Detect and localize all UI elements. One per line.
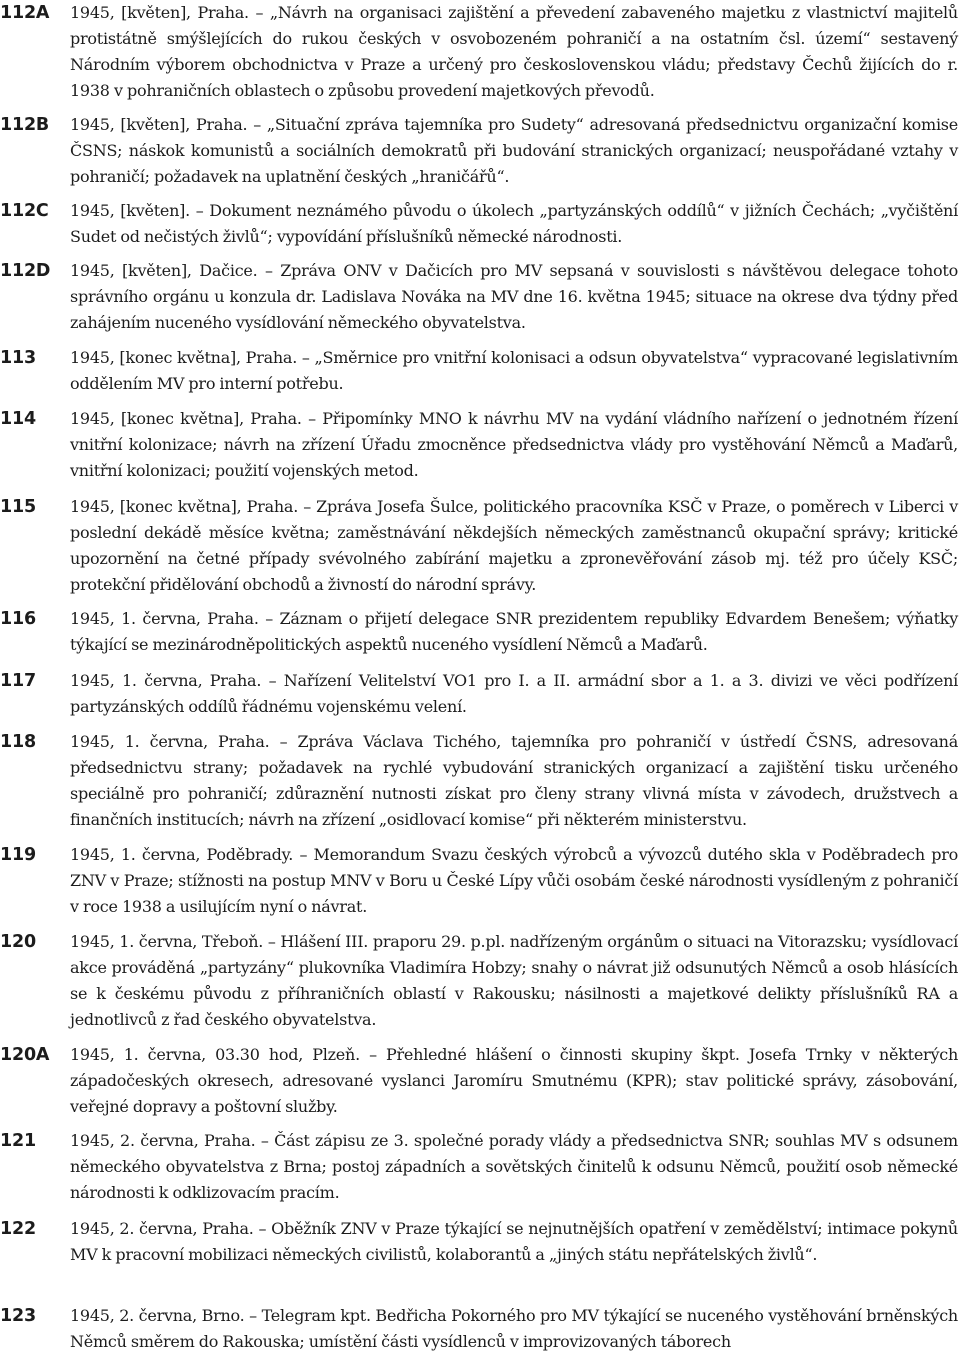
entry-date-place: 1945, 2. června, Brno. [70, 1306, 245, 1325]
entry-number: 122 [0, 1219, 36, 1239]
entry-number: 115 [0, 497, 36, 517]
entry-text: 1945, 1. června, Praha. – Nařízení Velitelství VO1 pro I. a II. armádní sbor a 1. a 3. divizi ve věci podřízení partyzánských oddílů řádnému vojenskému velení. [70, 671, 958, 716]
entry-description: Zpráva Václava Tichého, tajemníka pro pohraničí v ústředí ČSNS, adresovaná předsednictvu strany; požadavek na rychlé vybudování stranických organizací a zajištění tisku určeného speciálně pro pohraničí; zdůraznění nutnosti získat pro členy strany vlivná místa v závodech, družstvech a finančních institucích; návrh na zřízení „osidlovací komise“ při některém ministerstvu. [70, 732, 958, 829]
entry-description: Dokument neznámého původu o úkolech „partyzánských oddílů“ v jižních Čechách; „vyčištění Sudet od nečistých živlů“; vypovídání příslušníků německé národnosti. [70, 201, 958, 246]
entry-description: Záznam o přijetí delegace SNR prezidentem republiky Edvardem Benešem; výňatky týkající se mezinárodněpolitických aspektů nuceného vysídlení Němců a Maďarů. [70, 609, 958, 654]
entry-text: 1945, 2. června, Brno. – Telegram kpt. Bedřicha Pokorného pro MV týkající se nuceného vystěhování brněnských Němců směrem do Rakouska; umístění části vysídlenců v improvizovaných táborech [70, 1306, 958, 1351]
entry-date-place: 1945, 2. června, Praha. [70, 1219, 254, 1238]
entry-date-place: 1945, [konec května], Praha. [70, 497, 299, 516]
entry-date-place: 1945, 2. června, Praha. [70, 1131, 256, 1150]
entry-text: 1945, [květen], Dačice. – Zpráva ONV v Dačicích pro MV sepsaná v souvislosti s návštěvou delegace tohoto správního orgánu u konzula dr. Ladislava Nováka na MV dne 16. května 1945; situace na okrese dva týdny před zahájením nuceného vysídlování německého obyvatelstva. [70, 261, 958, 332]
entry-description: Hlášení III. praporu 29. p.pl. nadřízeným orgánům o situaci na Vitorazsku; vysídlovací akce prováděná „partyzány“ plukovníka Vladimíra Hobzy; snahy o návrat již odsunutých Němců a osob hlásících se k českému původu z příhraničních oblastí v Rakousku; násilnosti a majetkové delikty příslušníků RA a jednotlivců z řad českého obyvatelstva. [70, 932, 958, 1029]
entry-text: 1945, 1. června, Třeboň. – Hlášení III. praporu 29. p.pl. nadřízeným orgánům o situaci na Vitorazsku; vysídlovací akce prováděná „partyzány“ plukovníka Vladimíra Hobzy; snahy o návrat již odsunutých Němců a osob hlásících se k českému původu z příhraničních oblastí v Rakousku; násilnosti a majetkové delikty příslušníků RA a jednotlivců z řad českého obyvatelstva. [70, 932, 958, 1029]
entry-number: 121 [0, 1131, 36, 1151]
entry-description: „Návrh na organisaci zajištění a převedení zabaveného majetku z vlastnictví majitelů protistátně smýšlejících do rukou českých v osvobozeném pohraničí a na ostatním čsl. území“ sestavený Národním výborem obchodnictva v Praze a určený pro československou vládu; představy Čechů žijících do r. 1938 v pohraničních oblastech o způsobu provedení majetkových převodů. [70, 3, 958, 100]
entry-date-place: 1945, [konec května], Praha. [70, 348, 298, 367]
entry-description: „Směrnice pro vnitřní kolonisaci a odsun obyvatelstva“ vypracované legislativním oddělením MV pro interní potřebu. [70, 348, 958, 393]
entry-description: Přehledné hlášení o činnosti skupiny škpt. Josefa Trnky v některých západočeských okresech, adresované vyslanci Jaromíru Smutnému (KPR); stav politické správy, zásobování, veřejné dopravy a poštovní služby. [70, 1045, 958, 1116]
entry-text: 1945, 2. června, Praha. – Oběžník ZNV v Praze týkající se nejnutnějších opatření v zemědělství; intimace pokynů MV k pracovní mobilizaci německých civilistů, kolaborantů a „jiných státu nepřátelských živlů“. [70, 1219, 958, 1264]
entry-text: 1945, [květen], Praha. – „Situační zpráva tajemníka pro Sudety“ adresovaná předsednictvu organizační komise ČSNS; náskok komunistů a sociálních demokratů při budování stranických organizací; neuspořádané vztahy v pohraničí; požadavek na uplatnění českých „hraničářů“. [70, 115, 958, 186]
entry-text: 1945, 1. června, Poděbrady. – Memorandum Svazu českých výrobců a vývozců dutého skla v Poděbradech pro ZNV v Praze; stížnosti na postup MNV v Boru u České Lípy vůči osobám české národnosti vysídleným z pohraničí v roce 1938 a usilujícím nyní o návrat. [70, 845, 958, 916]
entry-description: Nařízení Velitelství VO1 pro I. a II. armádní sbor a 1. a 3. divizi ve věci podřízení partyzánských oddílů řádnému vojenskému velení. [70, 671, 958, 716]
entry-number: 120 [0, 932, 36, 952]
entry-text: 1945, [konec května], Praha. – Zpráva Josefa Šulce, politického pracovníka KSČ v Praze, o poměrech v Liberci v poslední dekádě měsíce května; zaměstnávání někdejších německých zaměstnanců okupační správy; kritické upozornění na četné případy svévolného zabírání majetku a zpronevěřování zásob mj. též pro účely KSČ; protekční přidělování obchodů a živností do národní správy. [70, 497, 958, 594]
entry-date-place: 1945, [květen], Praha. [70, 115, 248, 134]
entry-number: 118 [0, 732, 36, 752]
entry-text: 1945, [konec května], Praha. – „Směrnice pro vnitřní kolonisaci a odsun obyvatelstva“ vypracované legislativním oddělením MV pro interní potřebu. [70, 348, 958, 393]
entry-text: 1945, 1. června, Praha. – Zpráva Václava Tichého, tajemníka pro pohraničí v ústředí ČSNS, adresovaná předsednictvu strany; požadavek na rychlé vybudování stranických organizací a zajištění tisku určeného speciálně pro pohraničí; zdůraznění nutnosti získat pro členy strany vlivná místa v závodech, družstvech a finančních institucích; návrh na zřízení „osidlovací komise“ při některém ministerstvu. [70, 732, 958, 829]
entry-text: 1945, 2. června, Praha. – Část zápisu ze 3. společné porady vlády a předsednictva SNR; souhlas MV s odsunem německého obyvatelstva z Brna; postoj západních a sovětských činitelů k odsunu Němců, použití osob německé národnosti k odklizovacím pracím. [70, 1131, 958, 1202]
entry-text: 1945, [květen], Praha. – „Návrh na organisaci zajištění a převedení zabaveného majetku z vlastnictví majitelů protistátně smýšlejících do rukou českých v osvobozeném pohraničí a na ostatním čsl. území“ sestavený Národním výborem obchodnictva v Praze a určený pro československou vládu; představy Čechů žijících do r. 1938 v pohraničních oblastech o způsobu provedení majetkových převodů. [70, 3, 958, 100]
entry-date-place: 1945, [květen]. [70, 201, 191, 220]
entry-description: Připomínky MNO k návrhu MV na vydání vládního nařízení o jednotném řízení vnitřní kolonizace; návrh na zřízení Úřadu zmocněnce předsednictva vlády pro vystěhování Němců a Maďarů, vnitřní kolonizaci; použití vojenských metod. [70, 409, 958, 480]
entry-number: 113 [0, 348, 36, 368]
entry-number: 112C [0, 201, 49, 221]
entry-text: 1945, [květen]. – Dokument neznámého původu o úkolech „partyzánských oddílů“ v jižních Čechách; „vyčištění Sudet od nečistých živlů“; vypovídání příslušníků německé národnosti. [70, 201, 958, 246]
entry-number: 117 [0, 671, 36, 691]
entry-date-place: 1945, 1. června, Praha. [70, 671, 262, 690]
entry-description: Memorandum Svazu českých výrobců a vývozců dutého skla v Poděbradech pro ZNV v Praze; stížnosti na postup MNV v Boru u České Lípy vůči osobám české národnosti vysídleným z pohraničí v roce 1938 a usilujícím nyní o návrat. [70, 845, 958, 916]
entry-text: 1945, 1. června, 03.30 hod, Plzeň. – Přehledné hlášení o činnosti skupiny škpt. Josefa Trnky v některých západočeských okresech, adresované vyslanci Jaromíru Smutnému (KPR); stav politické správy, zásobování, veřejné dopravy a poštovní služby. [70, 1045, 958, 1116]
entry-description: Část zápisu ze 3. společné porady vlády a předsednictva SNR; souhlas MV s odsunem německého obyvatelstva z Brna; postoj západních a sovětských činitelů k odsunu Němců, použití osob německé národnosti k odklizovacím pracím. [70, 1131, 958, 1202]
entry-date-place: 1945, [konec května], Praha. [70, 409, 302, 428]
entry-date-place: 1945, 1. června, Praha. [70, 609, 259, 628]
entry-number: 114 [0, 409, 36, 429]
entry-number: 120A [0, 1045, 50, 1065]
entry-number: 116 [0, 609, 36, 629]
entry-date-place: 1945, [květen], Praha. [70, 3, 249, 22]
entry-description: Zpráva ONV v Dačicích pro MV sepsaná v souvislosti s návštěvou delegace tohoto správního orgánu u konzula dr. Ladislava Nováka na MV dne 16. května 1945; situace na okrese dva týdny před zahájením nuceného vysídlování německého obyvatelstva. [70, 261, 958, 332]
entry-description: Telegram kpt. Bedřicha Pokorného pro MV týkající se nuceného vystěhování brněnských Němců směrem do Rakouska; umístění části vysídlenců v improvizovaných táborech [70, 1306, 958, 1351]
entry-description: Zpráva Josefa Šulce, politického pracovníka KSČ v Praze, o poměrech v Liberci v poslední dekádě měsíce května; zaměstnávání někdejších německých zaměstnanců okupační správy; kritické upozornění na četné případy svévolného zabírání majetku a zpronevěřování zásob mj. též pro účely KSČ; protekční přidělování obchodů a živností do národní správy. [70, 497, 958, 594]
entry-date-place: 1945, 1. června, 03.30 hod, Plzeň. [70, 1045, 360, 1064]
entry-number: 123 [0, 1306, 36, 1326]
entry-date-place: 1945, [květen], Dačice. [70, 261, 258, 280]
entry-text: 1945, [konec května], Praha. – Připomínky MNO k návrhu MV na vydání vládního nařízení o jednotném řízení vnitřní kolonizace; návrh na zřízení Úřadu zmocněnce předsednictva vlády pro vystěhování Němců a Maďarů, vnitřní kolonizaci; použití vojenských metod. [70, 409, 958, 480]
entry-date-place: 1945, 1. června, Třeboň. [70, 932, 264, 951]
entry-description: „Situační zpráva tajemníka pro Sudety“ adresovaná předsednictvu organizační komise ČSNS; náskok komunistů a sociálních demokratů při budování stranických organizací; neuspořádané vztahy v pohraničí; požadavek na uplatnění českých „hraničářů“. [70, 115, 958, 186]
entry-number: 119 [0, 845, 36, 865]
entry-number: 112B [0, 115, 50, 135]
entry-number: 112A [0, 3, 50, 23]
entry-date-place: 1945, 1. června, Poděbrady. [70, 845, 294, 864]
entry-description: Oběžník ZNV v Praze týkající se nejnutnějších opatření v zemědělství; intimace pokynů MV k pracovní mobilizaci německých civilistů, kolaborantů a „jiných státu nepřátelských živlů“. [70, 1219, 958, 1264]
entry-number: 112D [0, 261, 51, 281]
entry-date-place: 1945, 1. června, Praha. [70, 732, 270, 751]
entry-text: 1945, 1. června, Praha. – Záznam o přijetí delegace SNR prezidentem republiky Edvardem Benešem; výňatky týkající se mezinárodněpolitických aspektů nuceného vysídlení Němců a Maďarů. [70, 609, 958, 654]
